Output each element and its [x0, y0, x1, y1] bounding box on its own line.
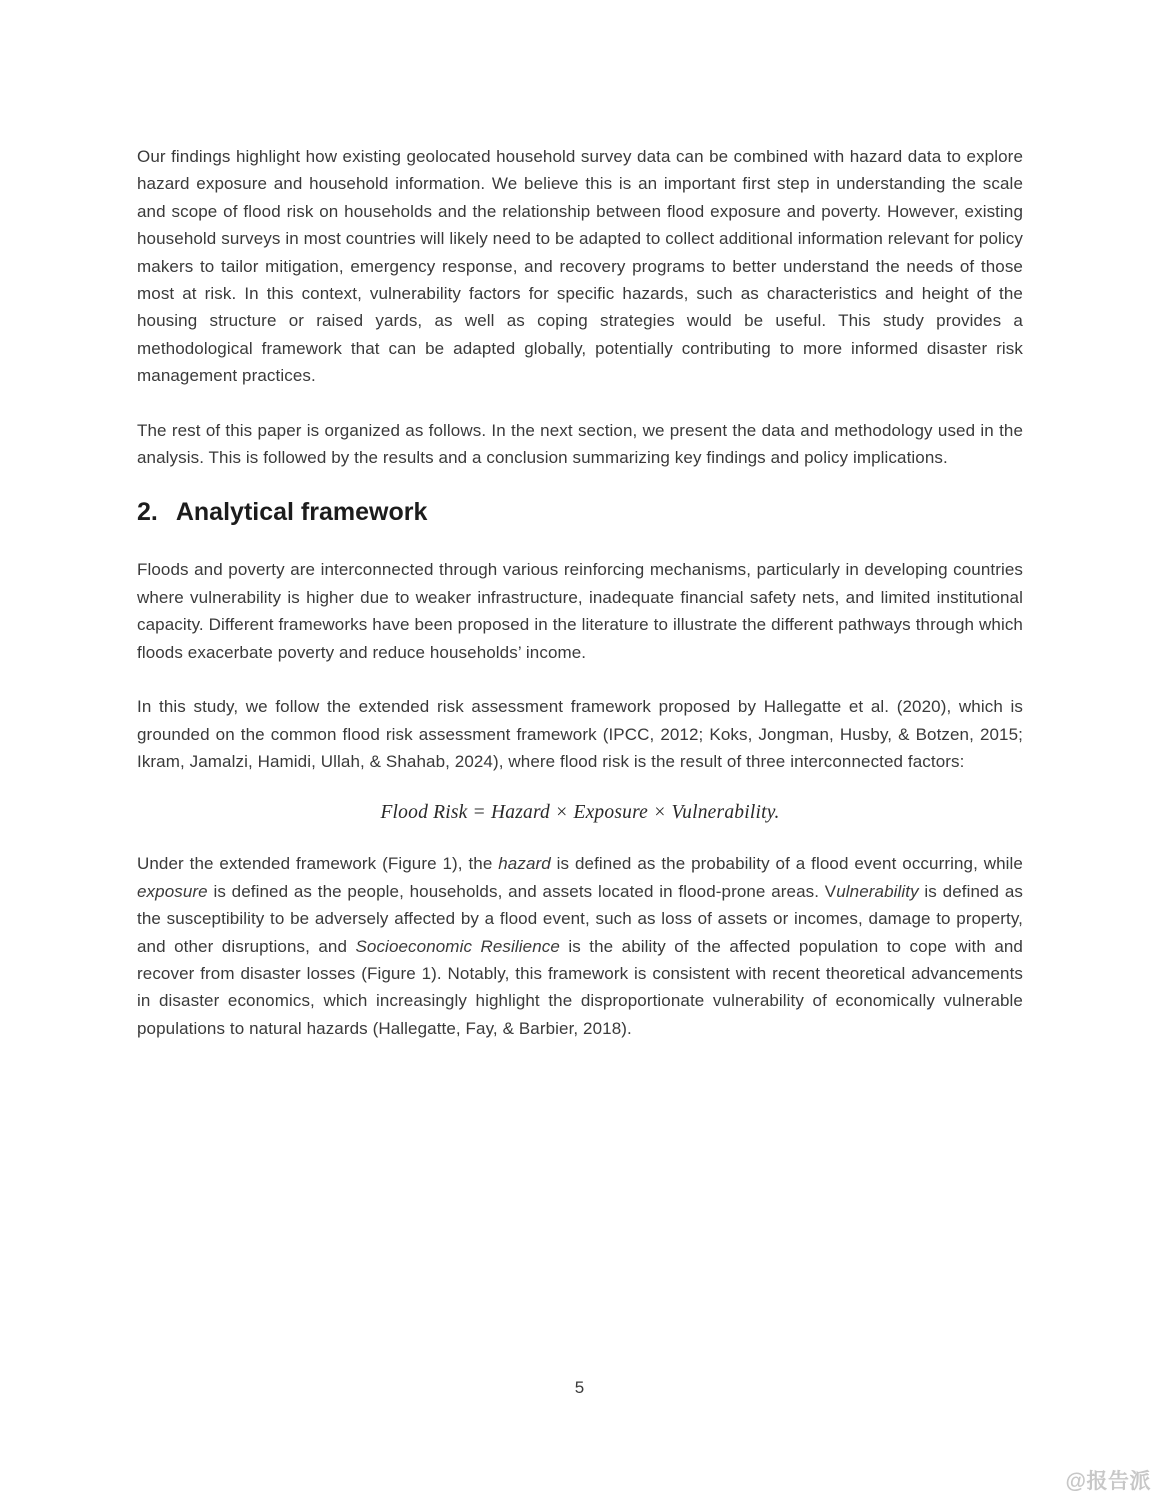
paragraph-floods-poverty: Floods and poverty are interconnected through various reinforcing mechanisms, particularly in developing countries where vulnerability is higher due to weaker infrastructure, inadequate financial safety nets, and limited institutional capacity. Different frameworks have been proposed in the literature to illustrate the different pathways through which floods exacerbate poverty and reduce households’ income.: [137, 560, 1023, 662]
definitions-text: is the ability of the affected population to cope with and recover from disaster losses (Figure 1). Notably, this framework is consistent with recent theoretical advancements in disaster economics, which increasingly highlight the disproportionate vulnerability of economically vulnerable populations to natural hazards (Hallegatte, Fay, & Barbier, 2018).: [137, 936, 1023, 1038]
definitions-text: is defined as the susceptibility to be adversely affected by a flood event, such as loss of assets or incomes, damage to property, and other disruptions, and: [137, 881, 1023, 956]
term-vulnerability: ulnerability: [836, 881, 919, 901]
definitions-text: Under the extended framework (Figure 1), the: [137, 854, 499, 874]
paragraph-findings: Our findings highlight how existing geolocated household survey data can be combined with hazard data to explore hazard exposure and household information. We believe this is an important first step in understanding the scale and scope of flood risk on households and the relationship between flood exposure and poverty. However, existing household surveys in most countries will likely need to be adapted to collect additional information relevant for policy makers to tailor mitigation, emergency response, and recovery programs to better understand the needs of those most at risk. In this context, vulnerability factors for specific hazards, such as characteristics and height of the housing structure or raised yards, as well as coping strategies would be useful. This study provides a methodological framework that can be adapted globally, potentially contributing to more informed disaster risk management practices.: [137, 147, 1023, 386]
page-number: 5: [574, 1378, 585, 1397]
section-heading-analytical-framework: [137, 498, 1023, 527]
definitions-text: is defined as the probability of a flood event occurring, while: [550, 854, 1023, 874]
watermark: @报告派: [1065, 1470, 1151, 1493]
term-hazard: hazard: [498, 854, 551, 874]
section-number: 2.: [137, 498, 158, 527]
term-exposure: exposure: [137, 881, 208, 901]
paragraph-framework-citation: In this study, we follow the extended risk assessment framework proposed by Hallegatte et al. (2020), which is grounded on the common flood risk assessment framework (IPCC, 2012; Koks, Jongman, Husby, & Botzen, 2015; Ikram, Jamalzi, Hamidi, Ullah, & Shahab, 2024), where flood risk is the result of three interconnected factors:: [137, 697, 1023, 771]
definitions-text: is defined as the people, households, and assets located in flood-prone areas. V: [207, 881, 837, 901]
section-title: Analytical framework: [175, 498, 428, 527]
page-content: [137, 143, 1023, 1069]
term-socioeconomic-resilience: Socioeconomic Resilience: [355, 936, 560, 956]
paragraph-definitions: [137, 850, 1023, 1042]
flood-risk-formula: Flood Risk = Hazard × Exposure × Vulnerability.: [380, 802, 780, 824]
paragraph-roadmap: The rest of this paper is organized as follows. In the next section, we present the data and methodology used in the analysis. This is followed by the results and a conclusion summarizing key findings and policy implications.: [137, 420, 1023, 468]
